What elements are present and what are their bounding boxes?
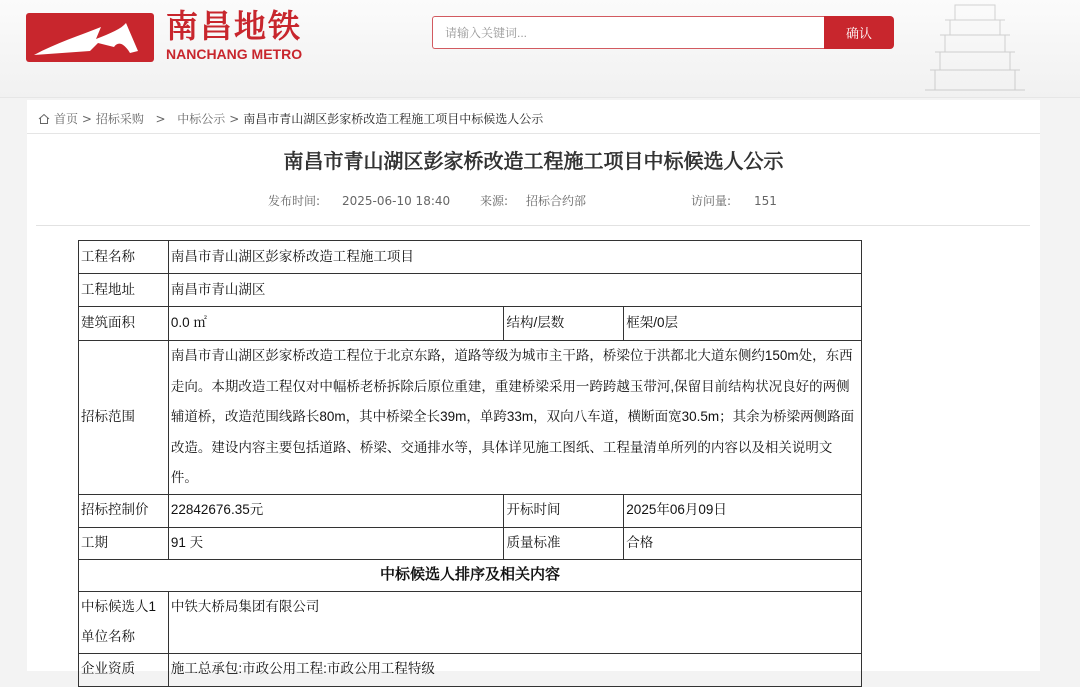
table-row (79, 591, 862, 653)
publish-time: 2025-06-10 18:40 (342, 194, 451, 208)
cell-value: 合格 (624, 527, 862, 559)
cell-label: 质量标准 (504, 527, 624, 559)
search-input[interactable] (432, 16, 825, 49)
cell-label (79, 591, 169, 653)
divider (27, 133, 1040, 134)
section-heading: 中标候选人排序及相关内容 (79, 559, 862, 591)
cell-label: 结构/层数 (504, 307, 624, 341)
source: 招标合约部 (526, 194, 587, 208)
cell-label: 工程名称 (79, 241, 169, 274)
cell-value: 南昌市青山湖区 (168, 274, 861, 307)
page-title: 南昌市青山湖区彭家桥改造工程施工项目中标候选人公示 (283, 149, 784, 173)
divider (36, 225, 1030, 226)
table-row (79, 274, 862, 307)
table-row (79, 341, 862, 495)
table-row (79, 527, 862, 559)
breadcrumb-current: 南昌市青山湖区彭家桥改造工程施工项目中标候选人公示 (243, 112, 544, 126)
source-label: 来源: (480, 194, 509, 208)
home-icon (38, 113, 50, 125)
cell-value: 2025年06月09日 (624, 494, 862, 527)
cell-value: 22842676.35元 (168, 494, 504, 527)
cell-label: 建筑面积 (79, 307, 169, 341)
cell-label: 开标时间 (504, 494, 624, 527)
breadcrumb-home[interactable]: 首页 > (54, 112, 92, 126)
views-label: 访问量: (691, 194, 732, 208)
breadcrumb-separator: > (229, 112, 240, 126)
cell-value: 南昌市青山湖区彭家桥改造工程施工项目 (168, 241, 861, 274)
cell-label: 工程地址 (79, 274, 169, 307)
logo-text: 南昌地铁 (166, 7, 303, 45)
logo-english: NANCHANG METRO (166, 46, 303, 62)
table-row (79, 559, 862, 591)
pagoda-illustration-icon (905, 0, 1045, 98)
table-row (79, 241, 862, 274)
breadcrumb-procurement[interactable]: 招标采购 (95, 112, 144, 126)
cell-label: 招标控制价 (79, 494, 169, 527)
breadcrumb (38, 111, 543, 127)
bid-info-table (78, 240, 862, 687)
cell-value: 框架/0层 (624, 307, 862, 341)
breadcrumb-separator: > (147, 112, 174, 126)
cell-label: 工期 (79, 527, 169, 559)
metro-logo-icon[interactable] (26, 13, 154, 62)
view-count: 151 (754, 194, 777, 208)
cell-label: 企业资质 (79, 653, 169, 686)
search-button[interactable]: 确认 (824, 16, 894, 49)
label-line: 中标候选人1 (81, 598, 157, 614)
table-row (79, 494, 862, 527)
table-row (79, 307, 862, 341)
site-header (0, 0, 1080, 98)
cell-label: 招标范围 (79, 341, 169, 495)
cell-value: 91 天 (168, 527, 504, 559)
table-row (79, 653, 862, 686)
cell-value: 施工总承包:市政公用工程:市政公用工程特级 (168, 653, 861, 686)
label-line: 单位名称 (81, 629, 135, 644)
cell-value: 0.0 ㎡ (168, 307, 504, 341)
cell-value: 中铁大桥局集团有限公司 (168, 591, 861, 653)
cell-value: 南昌市青山湖区彭家桥改造工程位于北京东路，道路等级为城市主干路，桥梁位于洪都北大道东侧约150m处，东西走向。本期改造工程仅对中幅桥老桥拆除后原位重建，重建桥梁采用一跨跨越玉带河,保留目前结构状况良好的两侧辅道桥，改造范围线路长80m，其中桥梁全长39m，单跨33m，双向八车道，横断面宽30.5m；其余为桥梁两侧路面改造。建设内容主要包括道路、桥梁、交通排水等，具体详见施工图纸、工程量清单所列的内容以及相关说明文件。 (168, 341, 861, 495)
breadcrumb-award-notice[interactable]: 中标公示 (177, 112, 226, 126)
publish-label: 发布时间: (268, 194, 321, 208)
